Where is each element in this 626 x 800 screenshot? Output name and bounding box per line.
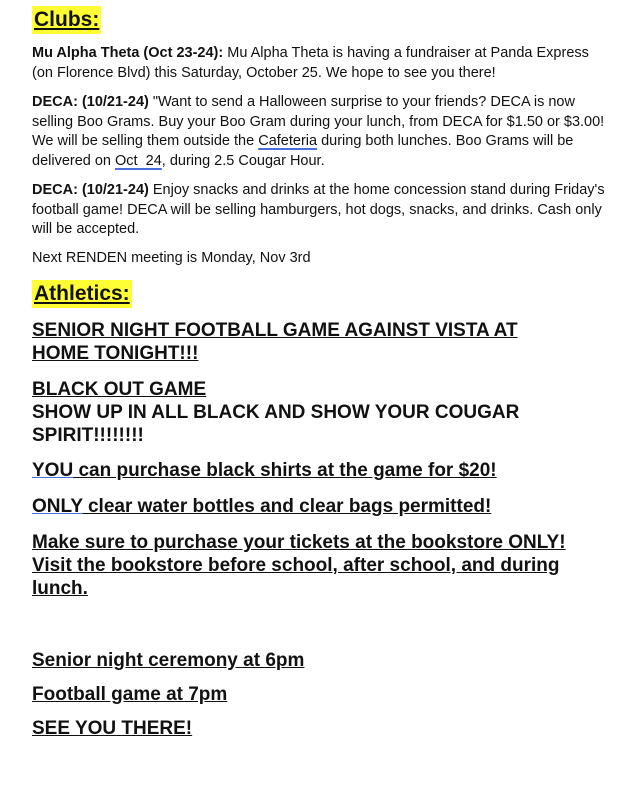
clubs-heading-text: Clubs: (34, 8, 100, 31)
shirts-you: YOU (32, 460, 74, 481)
senior-night-announcement (32, 319, 572, 365)
cafeteria-word: Cafeteria (258, 133, 318, 149)
club-item-deca-boo-grams (32, 93, 612, 171)
club-item-text: during both lunches. Boo Grams will be delivered on (32, 133, 574, 169)
tickets-text: Make sure to purchase your tickets at the bookstore ONLY! Visit the bookstore before school, after school, and during lunch. (32, 532, 566, 599)
club-item-text: Mu Alpha Theta is having a fundraiser at Panda Express (on Florence Blvd) this Saturday, October 25. We hope to see you there! (32, 45, 589, 81)
bottles-announcement (32, 495, 612, 518)
black-out-line1: BLACK OUT GAME (32, 379, 207, 400)
ceremony-text: Senior night ceremony at 6pm (32, 650, 305, 671)
renden-meeting-text: Next RENDEN meeting is Monday, Nov 3rd (32, 249, 311, 266)
club-item-text: Enjoy snacks and drinks at the home concession stand during Friday's football game! DECA will be selling hamburgers, hot dogs, snacks, and drinks. Cash only will be accepted. (32, 182, 605, 237)
club-item-text: , during 2.5 Cougar Hour. (161, 152, 325, 169)
delivery-date: Oct 24 (115, 152, 162, 169)
tickets-announcement (32, 531, 592, 600)
club-item-label: Mu Alpha Theta (Oct 23-24): (32, 45, 224, 61)
bottles-text: clear water bottles and clear bags permitted! (82, 496, 492, 517)
shirts-text: can purchase black shirts at the game for $20! (73, 460, 497, 481)
club-item-mu-alpha-theta (32, 44, 612, 83)
athletics-heading (32, 280, 132, 308)
football-time (32, 683, 612, 706)
football-text: Football game at 7pm (32, 684, 228, 705)
black-out-announcement (32, 378, 612, 447)
shirts-announcement (32, 459, 612, 482)
see-you-there (32, 717, 612, 740)
club-item-deca-concessions (32, 181, 612, 240)
club-item-label: DECA: (10/21-24) (32, 182, 149, 198)
see-you-text: SEE YOU THERE! (32, 718, 193, 739)
senior-night-text: SENIOR NIGHT FOOTBALL GAME AGAINST VISTA AT HOME TONIGHT!!! (32, 320, 518, 364)
announcement-page (32, 6, 612, 740)
black-out-line2: SHOW UP IN ALL BLACK AND SHOW YOUR COUGAR SPIRIT!!!!!!!! (32, 402, 520, 446)
renden-meeting (32, 249, 612, 269)
clubs-heading (32, 6, 101, 34)
bottles-only: ONLY (32, 496, 83, 517)
athletics-heading-text: Athletics: (34, 282, 130, 305)
ceremony-time (32, 649, 612, 672)
club-item-label: DECA: (10/21-24) (32, 94, 149, 110)
club-item-text: "Want to send a Halloween surprise to your friends? DECA is now selling Boo Grams. Buy your Boo Gram during your lunch, from DECA for $1.50 or $3.00! We will be selling them outside the (32, 94, 605, 149)
